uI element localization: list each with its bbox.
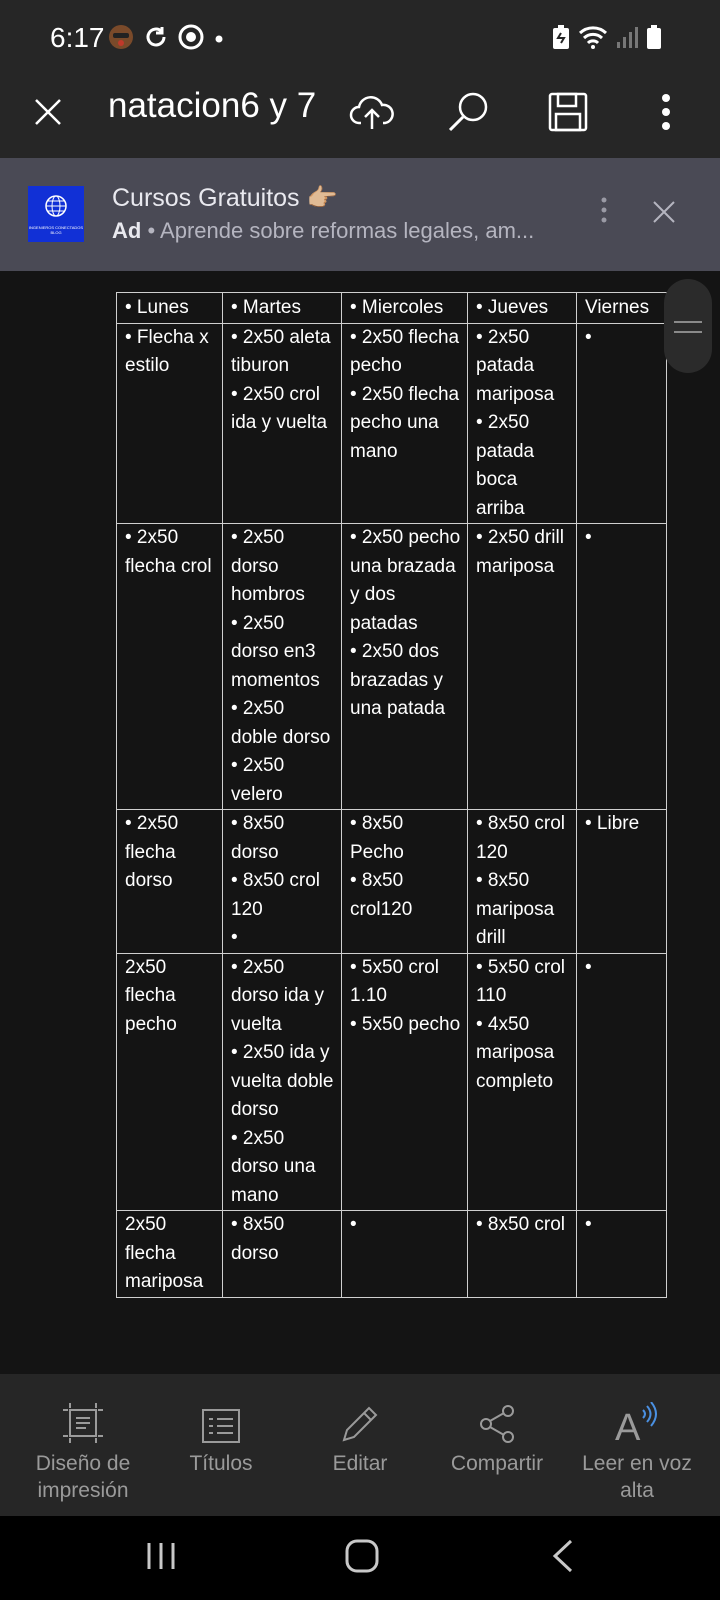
upload-button[interactable] (342, 84, 402, 144)
save-icon (548, 92, 588, 137)
cell-text: • (585, 527, 592, 548)
print-layout-icon (16, 1380, 150, 1444)
cell-text: • (585, 326, 592, 348)
table-row (117, 524, 667, 810)
cell-text: • 8x50 mariposa drill (476, 870, 555, 948)
schedule-table (116, 292, 667, 1298)
table-cell (342, 810, 468, 954)
table-cell (468, 323, 577, 524)
table-row (117, 953, 667, 1211)
cell-text: • 2x50 doble dorso (231, 698, 331, 748)
cell-text: • 8x50 Pecho (350, 813, 404, 863)
svg-text:A: A (615, 1407, 641, 1444)
table-cell (223, 323, 342, 524)
share-label: Compartir (450, 1452, 544, 1475)
cell-text: • 2x50 flecha pecho una mano (350, 383, 460, 462)
cell-text: • 5x50 crol 110 (476, 956, 566, 1006)
table-header-cell: • Miercoles (342, 293, 468, 324)
cell-text: • Flecha x estilo (125, 326, 209, 376)
home-icon (345, 1539, 379, 1578)
ad-options-button[interactable] (600, 196, 608, 229)
document-view[interactable] (0, 271, 720, 1374)
print-layout-label: Diseño de impresión (35, 1452, 131, 1502)
cloud-upload-icon (349, 93, 395, 136)
cell-text: • 2x50 dorso hombros (231, 527, 305, 605)
more-vert-icon (661, 93, 671, 136)
table-cell (468, 524, 577, 810)
cell-text: • 8x50 dorso (231, 813, 285, 863)
cell-text: • 2x50 crol ida y vuelta (231, 383, 328, 433)
home-button[interactable] (332, 1530, 392, 1586)
cell-text: • (231, 927, 238, 948)
cell-text: • 2x50 dorso ida y vuelta (231, 956, 324, 1035)
more-vert-icon (600, 211, 608, 228)
dot-icon (214, 31, 224, 49)
more-options-button[interactable] (636, 84, 696, 144)
recents-button[interactable] (131, 1530, 191, 1586)
table-cell (577, 323, 667, 524)
cell-text: 2x50 flecha mariposa (125, 1214, 204, 1292)
document-title: natacion6 y 7 (108, 86, 317, 125)
cell-text: • 2x50 dos brazadas y una patada (350, 641, 446, 719)
table-cell (117, 524, 223, 810)
print-layout-button[interactable] (16, 1374, 150, 1516)
cell-text: • 2x50 flecha crol (125, 527, 212, 577)
cell-text: • 8x50 crol120 (350, 870, 413, 920)
cell-text: • 8x50 dorso (231, 1214, 285, 1264)
cell-text: • 2x50 pecho una brazada y dos patadas (350, 527, 461, 634)
cell-text: • (350, 1214, 357, 1235)
close-icon (34, 98, 62, 131)
table-cell (223, 953, 342, 1211)
sync-icon (144, 25, 168, 54)
table-cell (577, 524, 667, 810)
system-icons (552, 24, 662, 55)
cell-text: • 4x50 mariposa completo (476, 1013, 555, 1092)
status-bar (0, 0, 720, 80)
back-icon (551, 1539, 575, 1578)
table-cell (117, 323, 223, 524)
clock: 6:17 (50, 22, 105, 53)
cell-text: • 8x50 crol 120 (476, 813, 566, 863)
table-cell (342, 953, 468, 1211)
share-button[interactable] (440, 1374, 554, 1516)
ad-subtitle (112, 218, 552, 244)
ad-separator: • (141, 218, 161, 243)
ad-logo-text: INGENIEROS CONECTADOS BLOG (28, 224, 84, 235)
read-aloud-icon (572, 1380, 702, 1444)
table-cell (223, 524, 342, 810)
avatar-icon (108, 24, 134, 55)
cell-text: • 2x50 flecha pecho (350, 326, 460, 376)
cell-text: • (585, 1214, 592, 1235)
cell-text: • Libre (585, 813, 640, 834)
wifi-icon (578, 25, 608, 54)
table-row (117, 1211, 667, 1298)
close-button[interactable] (18, 84, 78, 144)
table-header-cell: • Jueves (468, 293, 577, 324)
ad-label: Ad (112, 218, 142, 243)
battery-icon (646, 24, 662, 55)
table-header-cell: • Martes (223, 293, 342, 324)
save-button[interactable] (538, 84, 598, 144)
table-cell (468, 953, 577, 1211)
recents-icon (146, 1541, 176, 1576)
table-cell (468, 1211, 577, 1298)
table-cell (342, 524, 468, 810)
headings-button[interactable] (171, 1374, 271, 1516)
table-cell (577, 953, 667, 1211)
search-icon (447, 90, 491, 139)
scroll-handle[interactable] (664, 279, 712, 373)
table-cell (468, 810, 577, 954)
headings-label: Títulos (189, 1452, 253, 1475)
ad-close-button[interactable] (652, 200, 676, 229)
cell-text: • 5x50 crol 1.10 (350, 956, 440, 1006)
table-cell (223, 810, 342, 954)
search-button[interactable] (439, 84, 499, 144)
edit-button[interactable] (310, 1374, 410, 1516)
table-row (117, 810, 667, 954)
table-cell (117, 953, 223, 1211)
ad-description: Aprende sobre reformas legales, am... (160, 218, 535, 243)
table-header-row (117, 293, 667, 324)
close-icon (652, 211, 676, 228)
table-cell (577, 1211, 667, 1298)
ad-logo[interactable] (28, 186, 84, 242)
cell-text: • 2x50 velero (231, 755, 285, 805)
cell-text: • 5x50 pecho (350, 1013, 461, 1035)
system-nav-bar (0, 1516, 720, 1600)
table-cell (117, 1211, 223, 1298)
cell-text: • (585, 956, 592, 978)
cell-text: • 2x50 dorso una mano (231, 1127, 316, 1206)
cell-text: • 8x50 crol (476, 1214, 566, 1235)
cell-text: • 2x50 patada boca arriba (476, 412, 535, 519)
table-cell (342, 1211, 468, 1298)
table-header-cell: • Lunes (117, 293, 223, 324)
cell-text: • 2x50 ida y vuelta doble dorso (231, 1042, 334, 1120)
table-cell (223, 1211, 342, 1298)
bottom-toolbar (0, 1374, 720, 1516)
back-button[interactable] (533, 1530, 593, 1586)
table-row (117, 323, 667, 524)
table-cell (342, 323, 468, 524)
ad-banner[interactable] (0, 158, 720, 271)
notification-icons (108, 24, 224, 55)
table-cell (577, 810, 667, 954)
pencil-icon (310, 1380, 410, 1444)
share-icon (440, 1380, 554, 1444)
edit-label: Editar (332, 1452, 388, 1475)
headings-icon (171, 1380, 271, 1444)
signal-icon (616, 25, 638, 54)
cell-text: • 2x50 patada mariposa (476, 326, 555, 405)
cell-text: • 2x50 drill mariposa (476, 527, 564, 577)
table-header-cell: Viernes (577, 293, 667, 324)
read-aloud-label: Leer en voz alta (582, 1452, 692, 1502)
media-icon (178, 24, 204, 55)
table-cell (117, 810, 223, 954)
read-aloud-button[interactable] (572, 1374, 702, 1516)
globe-icon (44, 194, 68, 223)
cell-text: • 2x50 flecha dorso (125, 813, 179, 891)
cell-text: • 8x50 crol 120 (231, 870, 321, 920)
battery-saver-icon (552, 24, 570, 55)
cell-text: • 2x50 aleta tiburon (231, 326, 331, 376)
ad-title[interactable]: Cursos Gratuitos 👉🏼 (112, 184, 338, 212)
cell-text: • 2x50 dorso en3 momentos (231, 612, 320, 691)
cell-text: 2x50 flecha pecho (125, 956, 177, 1035)
